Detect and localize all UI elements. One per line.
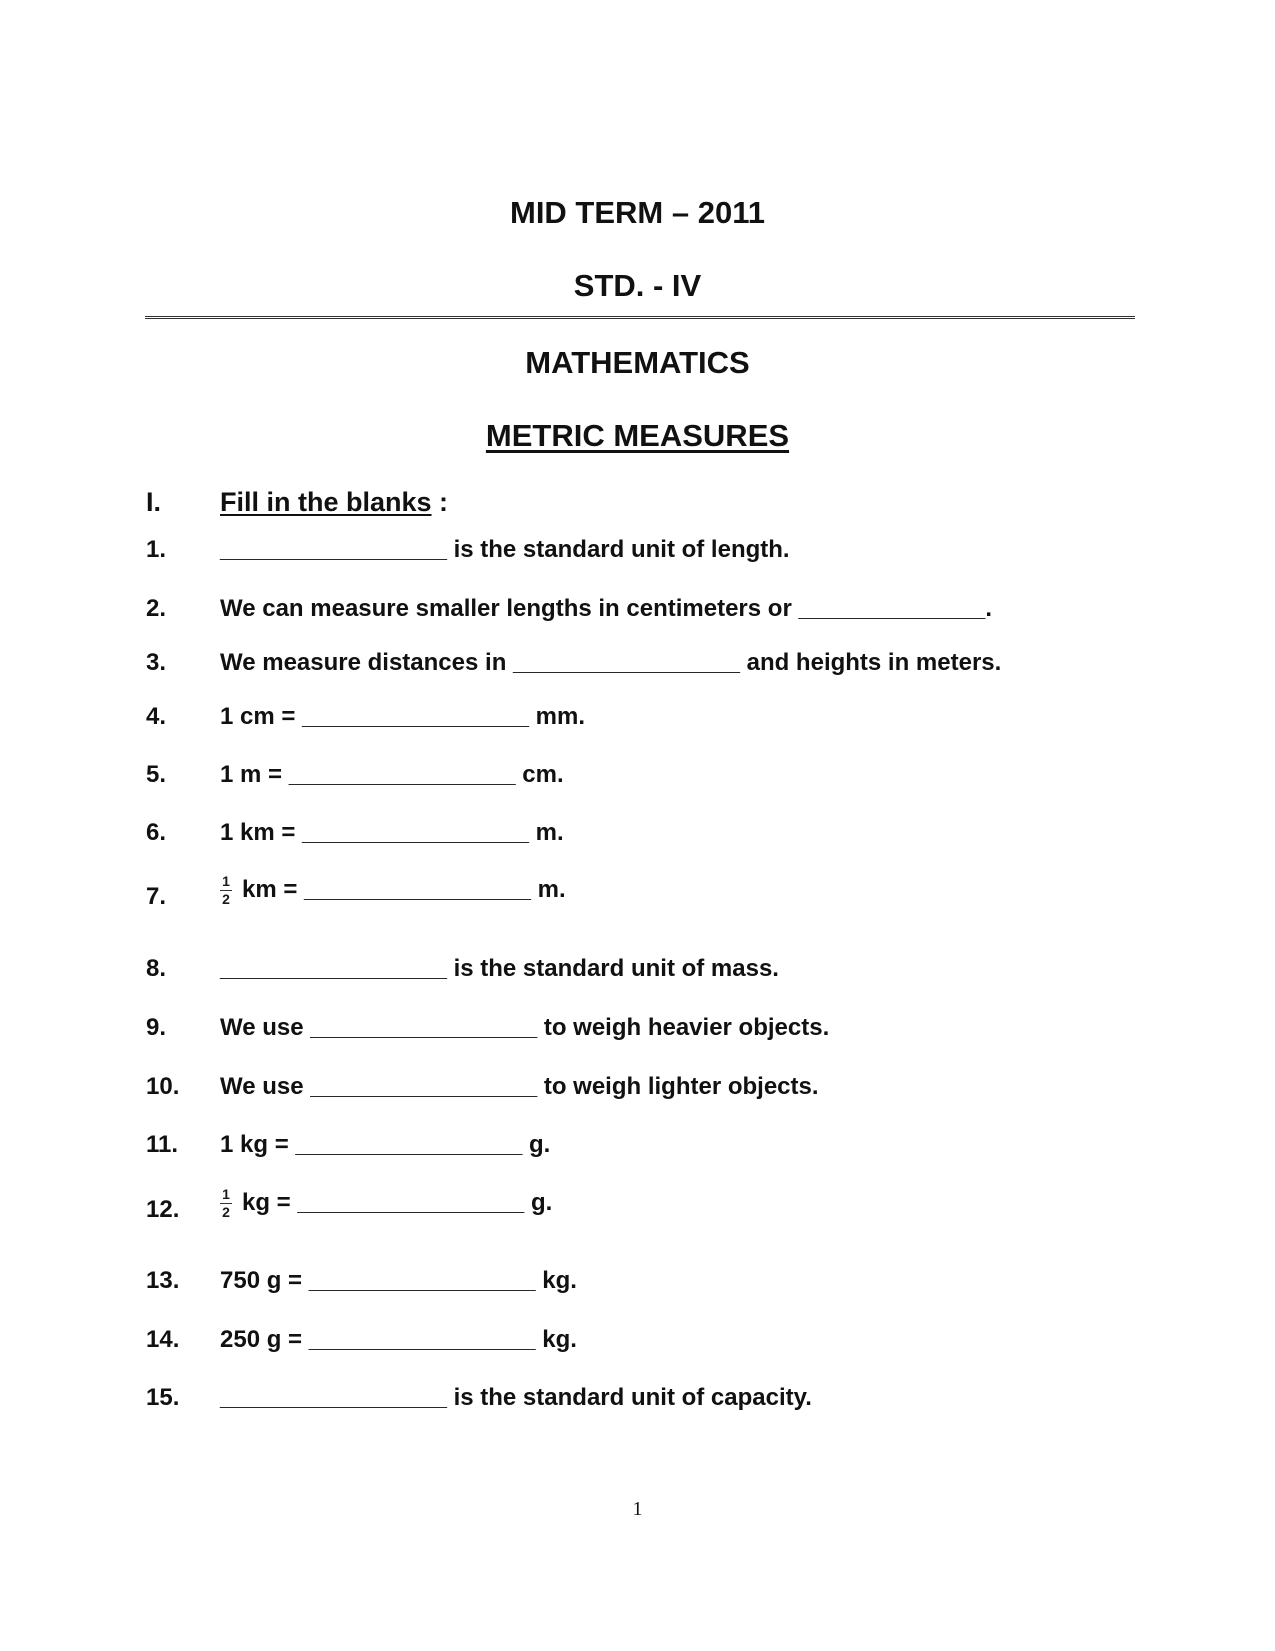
question-number: 1. [146, 536, 167, 563]
question-text: We can measure smaller lengths in centimeters or ______________. [220, 595, 992, 622]
class-standard: STD. - IV [573, 268, 702, 303]
half-fraction [220, 874, 232, 907]
fraction-numerator: 1 [222, 873, 230, 889]
question-number: 14. [146, 1326, 180, 1353]
question-number: 4. [146, 703, 167, 730]
subject-title: MATHEMATICS [525, 345, 750, 380]
topic-title: METRIC MEASURES [485, 418, 790, 453]
question-text: 250 g = _________________ kg. [220, 1326, 577, 1353]
question-text: kg = _________________ g. [242, 1188, 553, 1216]
question-number: 11. [146, 1131, 179, 1158]
question-number: 8. [146, 955, 167, 982]
question-text: We use _________________ to weigh lighter objects. [220, 1073, 819, 1100]
question-number: 13. [146, 1267, 180, 1294]
question-body [220, 1187, 552, 1220]
section-title: Fill in the blanks [220, 487, 432, 517]
question-number: 10. [146, 1073, 180, 1100]
section-title-wrap [220, 487, 448, 518]
double-rule-divider [145, 316, 1135, 319]
question-text: 1 kg = _________________ g. [220, 1131, 551, 1158]
fraction-denominator: 2 [222, 891, 230, 907]
section-title-suffix: : [431, 487, 449, 517]
exam-title: MID TERM – 2011 [510, 195, 765, 230]
question-text: 1 cm = _________________ mm. [220, 703, 585, 730]
question-number: 6. [146, 819, 167, 846]
question-text: 750 g = _________________ kg. [220, 1267, 577, 1294]
question-text: We use _________________ to weigh heavier objects. [220, 1014, 830, 1041]
question-number: 9. [146, 1014, 167, 1041]
question-text: _________________ is the standard unit of capacity. [220, 1384, 812, 1411]
page-number: 1 [632, 1498, 643, 1520]
question-text: 1 m = _________________ cm. [220, 761, 564, 788]
section-number: I. [146, 487, 162, 517]
question-number: 7. [146, 883, 167, 910]
question-body [220, 874, 566, 907]
question-number: 2. [146, 595, 167, 622]
question-text: We measure distances in _________________ and heights in meters. [220, 649, 1002, 676]
fraction-numerator: 1 [222, 1186, 230, 1202]
question-text: 1 km = _________________ m. [220, 819, 564, 846]
question-text: km = _________________ m. [242, 875, 566, 903]
question-number: 12. [146, 1196, 180, 1223]
question-number: 15. [146, 1384, 180, 1411]
question-number: 3. [146, 649, 167, 676]
fraction-denominator: 2 [222, 1204, 230, 1220]
question-number: 5. [146, 761, 167, 788]
half-fraction [220, 1187, 232, 1220]
question-text: _________________ is the standard unit of length. [220, 536, 790, 563]
question-text: _________________ is the standard unit of mass. [220, 955, 779, 982]
